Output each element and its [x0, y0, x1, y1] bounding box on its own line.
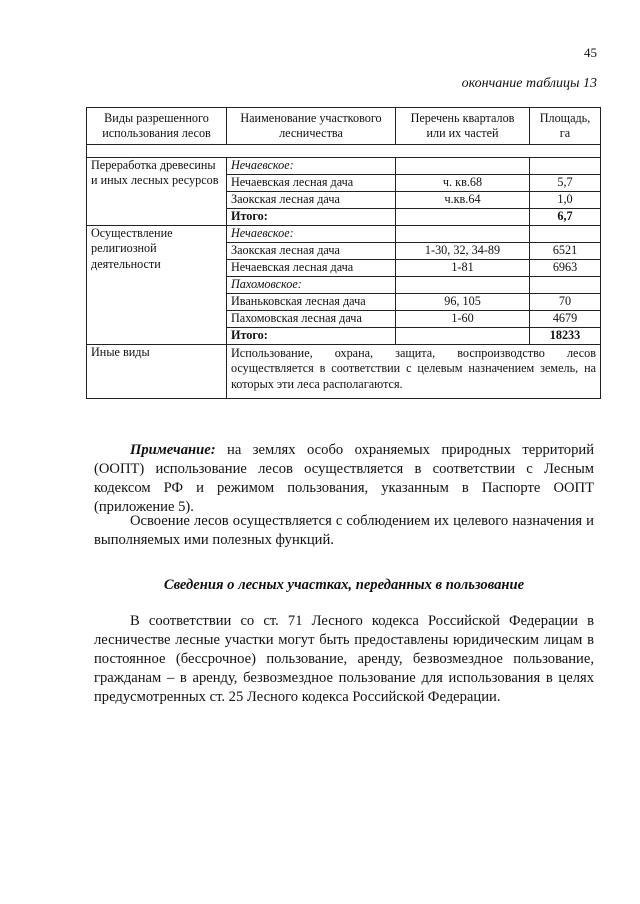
- note-paragraph: [94, 441, 594, 517]
- note-text: на землях особо охраняемых природных территорий (ООПТ) использование лесов осуществляется в соответствии с Лесным кодексом РФ и режимом пользования, указанным в Паспорте ООПТ (приложение 5).: [94, 442, 594, 515]
- quarters-cell: 1-30, 32, 34-89: [396, 243, 530, 260]
- forestry-name-cell: Нечаевская лесная дача: [227, 260, 396, 277]
- header-forestry: Наименование участкового лесничества: [227, 108, 396, 145]
- note-label: Примечание:: [130, 442, 216, 458]
- forestry-name-cell: Пахомовское:: [227, 277, 396, 294]
- quarters-cell: 96, 105: [396, 294, 530, 311]
- table-header-row: [87, 108, 601, 145]
- area-cell: [530, 226, 601, 243]
- header-area: Площадь, га: [530, 108, 601, 145]
- table-caption: окончание таблицы 13: [461, 76, 597, 91]
- quarters-cell: ч.кв.64: [396, 192, 530, 209]
- note-text-2: Освоение лесов осуществляется с соблюдением их целевого назначения и выполняемых ими полезных функций.: [94, 513, 594, 548]
- forestry-name-cell: Итого:: [227, 209, 396, 226]
- area-cell: 70: [530, 294, 601, 311]
- area-cell: 6,7: [530, 209, 601, 226]
- table-row: [87, 158, 601, 175]
- area-cell: 1,0: [530, 192, 601, 209]
- forestry-name-cell: Заокская лесная дача: [227, 243, 396, 260]
- quarters-cell: 1-81: [396, 260, 530, 277]
- forestry-name-cell: Заокская лесная дача: [227, 192, 396, 209]
- use-type-cell: Осуществление религиозной деятельности: [87, 226, 227, 345]
- page-number: 45: [584, 45, 597, 60]
- forest-use-table: [86, 107, 601, 399]
- section-heading: Сведения о лесных участках, переданных в пользование: [163, 577, 525, 593]
- note-paragraph-2: [94, 512, 594, 550]
- quarters-cell: ч. кв.68: [396, 175, 530, 192]
- table-row: [87, 226, 601, 243]
- use-type-cell: Переработка древесины и иных лесных ресурсов: [87, 158, 227, 226]
- table-gap-row: [87, 145, 601, 158]
- forestry-name-cell: Нечаевское:: [227, 158, 396, 175]
- area-cell: 4679: [530, 311, 601, 328]
- table-row-other: [87, 345, 601, 399]
- area-cell: 6521: [530, 243, 601, 260]
- quarters-cell: [396, 277, 530, 294]
- forestry-name-cell: Нечаевская лесная дача: [227, 175, 396, 192]
- header-quarters: Перечень кварталов или их частей: [396, 108, 530, 145]
- header-use: Виды разрешенного использования лесов: [87, 108, 227, 145]
- area-cell: [530, 277, 601, 294]
- use-type-cell: Иные виды: [87, 345, 227, 399]
- section-text: В соответствии со ст. 71 Лесного кодекса Российской Федерации в лесничестве лесные участки могут быть предоставлены юридическим лицам в постоянное (бессрочное) пользование, аренду, безвозмездное пользование, гражданам – в аренду, безвозмездное пользование для использования в целях предусмотренных ст. 25 Лесного кодекса Российской Федерации.: [94, 613, 594, 705]
- forestry-name-cell: Пахомовская лесная дача: [227, 311, 396, 328]
- area-cell: 5,7: [530, 175, 601, 192]
- quarters-cell: 1-60: [396, 311, 530, 328]
- quarters-cell: [396, 158, 530, 175]
- forestry-name-cell: Нечаевское:: [227, 226, 396, 243]
- quarters-cell: [396, 328, 530, 345]
- area-cell: 6963: [530, 260, 601, 277]
- other-description-cell: Использование, охрана, защита, воспроизводство лесов осуществляется в соответствии с целевым назначением земель, на которых эти леса располагаются.: [227, 345, 601, 399]
- quarters-cell: [396, 226, 530, 243]
- section-paragraph: [94, 612, 594, 707]
- forestry-name-cell: Итого:: [227, 328, 396, 345]
- area-cell: [530, 158, 601, 175]
- forestry-name-cell: Иваньковская лесная дача: [227, 294, 396, 311]
- quarters-cell: [396, 209, 530, 226]
- area-cell: 18233: [530, 328, 601, 345]
